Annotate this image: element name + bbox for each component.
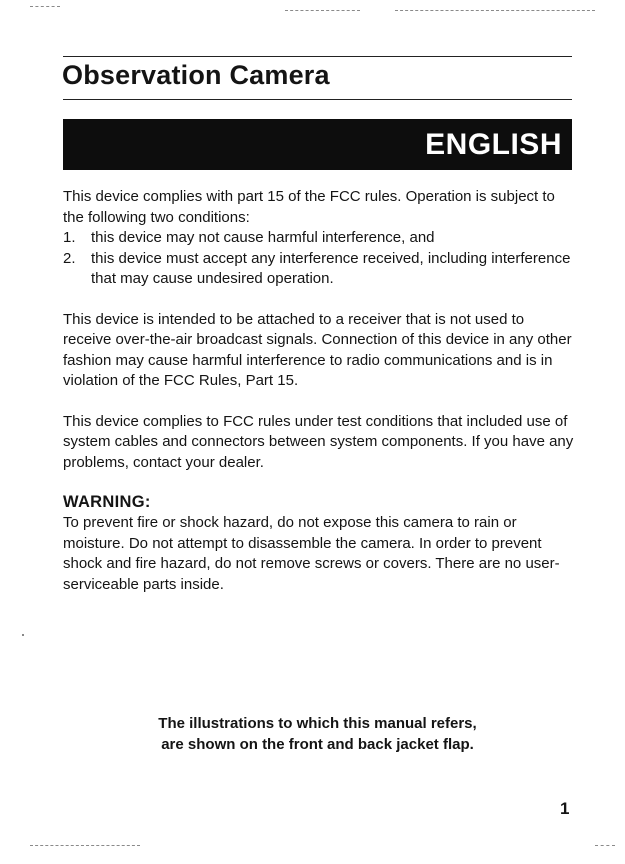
scan-artifact [30,6,60,7]
top-rule [63,56,572,57]
scan-artifact [595,845,615,846]
page-title: Observation Camera [62,60,330,90]
spacer [63,473,575,491]
intro-paragraph: This device complies with part 15 of the FCC rules. Operation is subject to the following two conditions: [63,188,555,226]
language-banner [63,119,572,170]
scan-artifact [285,10,360,11]
conditions-list [63,228,575,290]
condition-item [63,228,575,249]
spacer [63,392,575,412]
scan-artifact [30,845,140,846]
title-underline [63,99,572,100]
test-conditions-paragraph: This device complies to FCC rules under test conditions that included use of system cables and connectors between system components. If you have any problems, contact your dealer. [63,412,574,471]
scan-speck [22,634,24,636]
illustrations-note: The illustrations to which this manual refers, are shown on the front and back jacket flap. [158,715,477,753]
condition-number: 1. [63,229,76,246]
condition-text: this device must accept any interference received, including interference that may cause undesired operation. [91,249,571,287]
warning-text: To prevent fire or shock hazard, do not expose this camera to rain or moisture. Do not attempt to disassemble the camera. In order to prevent shock and fire hazard, do not remove screws or covers. There are no user-serviceable parts inside. [63,514,560,593]
condition-number: 2. [63,249,76,267]
page-number: 1 [560,799,570,818]
condition-text: this device may not cause harmful interference, and [91,229,435,246]
fcc-notice [63,187,575,595]
spacer [63,290,575,310]
language-label: ENGLISH [425,128,562,161]
scan-artifact [395,10,595,11]
condition-item [63,249,575,290]
warning-heading: WARNING: [63,493,151,511]
receiver-paragraph: This device is intended to be attached to a receiver that is not used to receive over-the-air broadcast signals. Connection of this device in any other fashion may cause harmful interference to radio communications and is in violation of the FCC Rules, Part 15. [63,310,572,389]
